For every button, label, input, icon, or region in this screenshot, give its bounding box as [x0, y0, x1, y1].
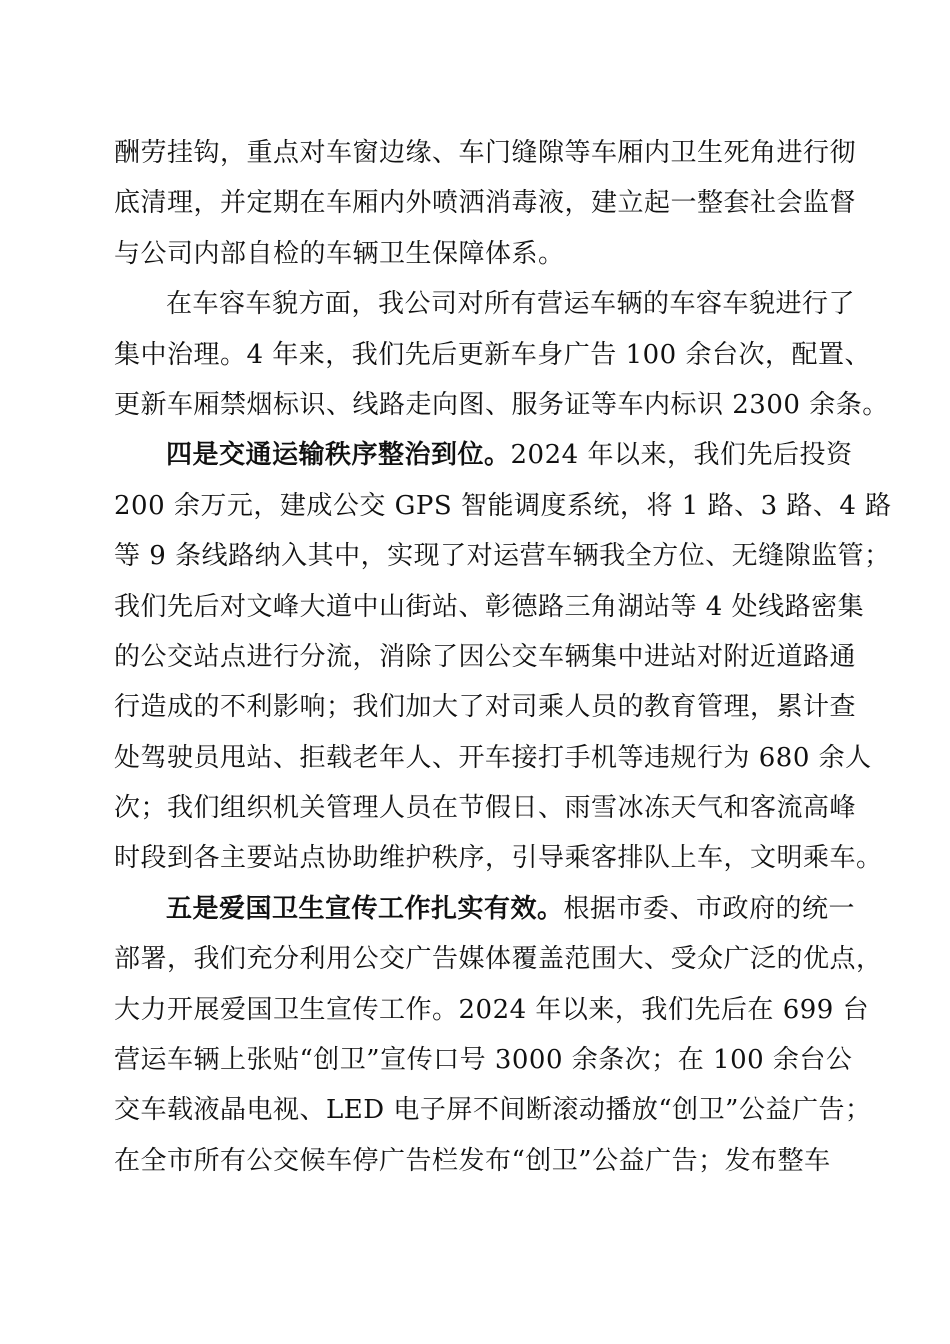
paragraph-3-line-7: 处驾驶员甩站、拒载老年人、开车接打手机等违规行为 680 余人 [114, 742, 872, 773]
paragraph-4-line-4: 营运车辆上张贴“创卫”宣传口号 3000 余条次；在 100 余台公 [114, 1045, 853, 1076]
paragraph-2-line-2: 集中治理。4 年来，我们先后更新车身广告 100 余台次，配置、 [114, 339, 871, 370]
paragraph-4-first-line-rest: 根据市委、市政府的统一 [563, 893, 856, 924]
paragraph-3-first-line-rest: 2024 年以来，我们先后投资 [510, 440, 853, 471]
paragraph-1-line-2: 底清理，并定期在车厢内外喷洒消毒液，建立起一整套社会监督 [114, 188, 857, 219]
paragraph-4-line-5: 交车载液晶电视、LED 电子屏不间断滚动播放“创卫”公益广告； [114, 1095, 872, 1126]
paragraph-4-line-3: 大力开展爱国卫生宣传工作。2024 年以来，我们先后在 699 台 [114, 994, 870, 1025]
paragraph-3-line-8: 次；我们组织机关管理人员在节假日、雨雪冰冻天气和客流高峰 [114, 793, 857, 824]
paragraph-2-line-1: 在车容车貌方面，我公司对所有营运车辆的车容车貌进行了 [166, 289, 856, 320]
paragraph-3-line-5: 的公交站点进行分流，消除了因公交车辆集中进站对附近道路通 [114, 641, 857, 672]
paragraph-1-line-1: 酬劳挂钩，重点对车窗边缘、车门缝隙等车厢内卫生死角进行彻 [114, 138, 857, 168]
paragraph-3-line-2: 200 余万元，建成公交 GPS 智能调度系统，将 1 路、3 路、4 路 [114, 490, 892, 521]
paragraph-4-heading: 五是爱国卫生宣传工作扎实有效。 [166, 893, 564, 924]
paragraph-4-line-6: 在全市所有公交候车停广告栏发布“创卫”公益广告；发布整车 [114, 1145, 831, 1176]
paragraph-3-line-3: 等 9 条线路纳入其中，实现了对运营车辆我全方位、无缝隙监管； [114, 541, 891, 572]
paragraph-4-line-2: 部署，我们充分利用公交广告媒体覆盖范围大、受众广泛的优点， [114, 944, 883, 975]
paragraph-4-line-1 [114, 884, 856, 934]
paragraph-3-line-4: 我们先后对文峰大道中山街站、彰德路三角湖站等 4 处线路密集 [114, 591, 865, 622]
paragraph-3-line-1 [114, 430, 853, 480]
document-body [114, 128, 892, 1186]
paragraph-3-heading: 四是交通运输秩序整治到位。 [166, 440, 511, 471]
paragraph-2-line-3: 更新车厢禁烟标识、线路走向图、服务证等车内标识 2300 余条。 [114, 389, 889, 420]
paragraph-1-line-3: 与公司内部自检的车辆卫生保障体系。 [114, 238, 565, 269]
paragraph-3-line-9: 时段到各主要站点协助维护秩序，引导乘客排队上车，文明乘车。 [114, 843, 883, 874]
paragraph-3-line-6: 行造成的不利影响；我们加大了对司乘人员的教育管理，累计查 [114, 692, 857, 723]
